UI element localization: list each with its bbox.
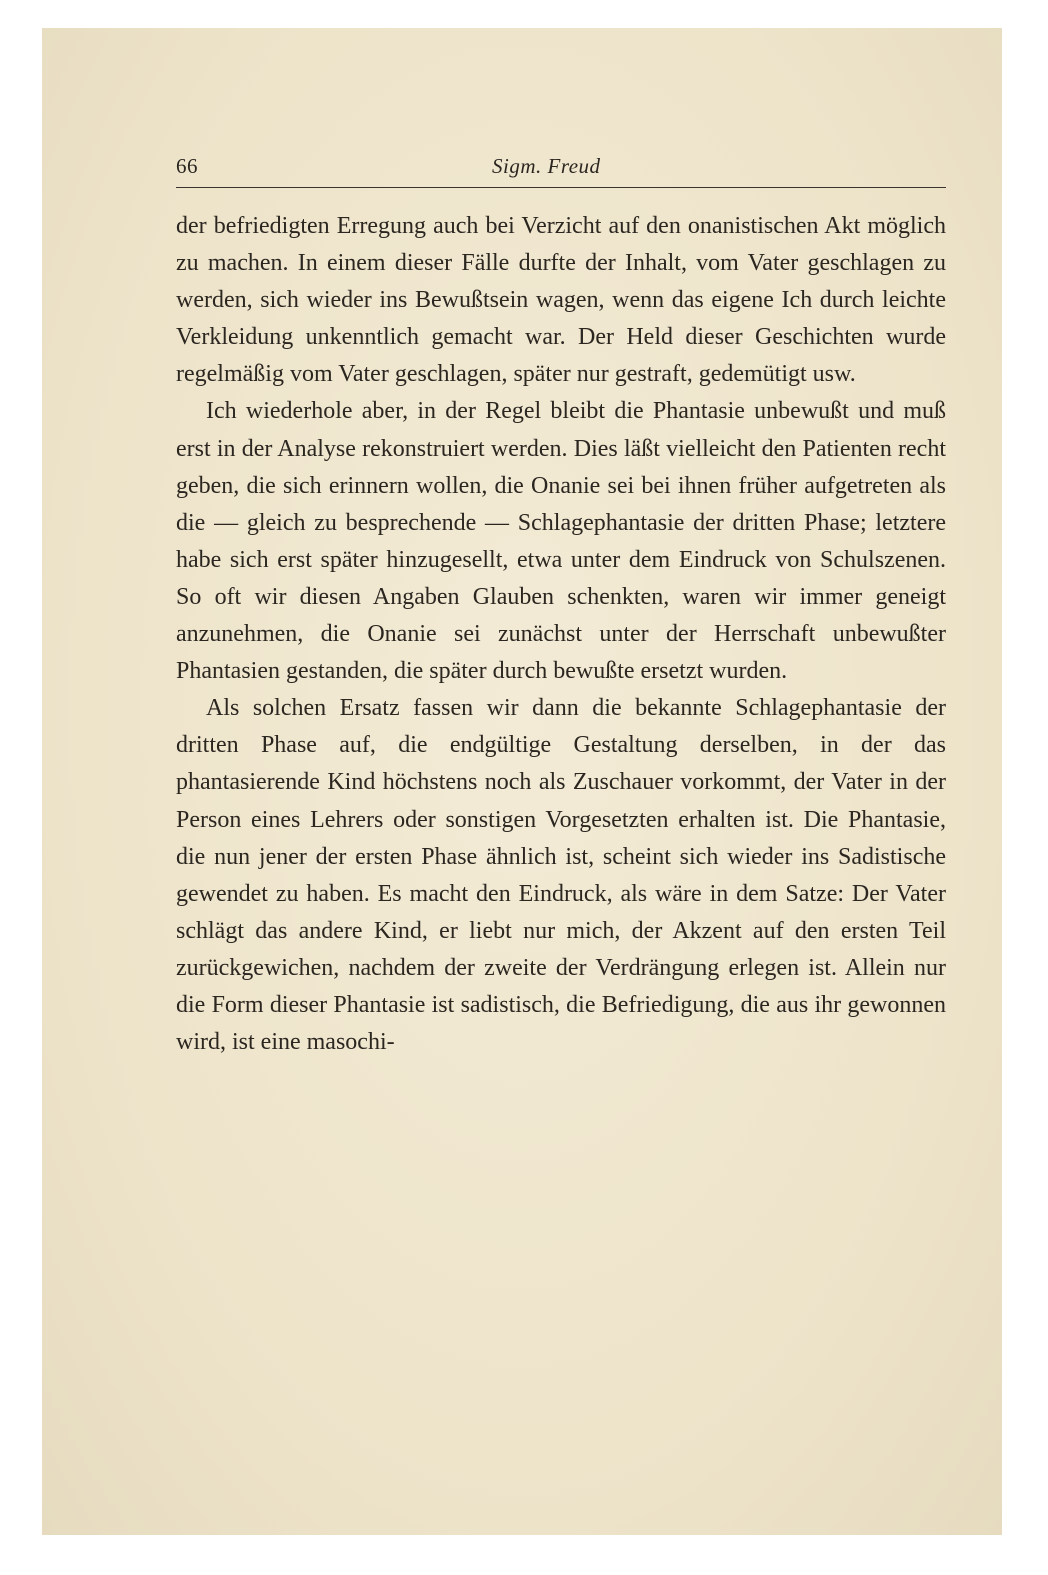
paragraph-2: Ich wiederhole aber, in der Regel bleibt die Phantasie unbewußt und muß erst in der Analyse rekonstruiert werden. Dies läßt vielleicht den Patienten recht geben, die sich erinnern wollen, die Onanie sei bei ihnen früher aufgetreten als die — gleich zu besprechende — Schlagephantasie der dritten Phase; letztere habe sich erst später hinzugesellt, etwa unter dem Eindruck von Schulszenen. So oft wir diesen Angaben Glauben schenkten, waren wir immer geneigt anzunehmen, die Onanie sei zunächst unter der Herrschaft unbewußter Phantasien gestanden, die später durch bewußte ersetzt wurden. [176,398,946,685]
body-text [176,208,946,1061]
page-header [176,154,946,186]
running-head: Sigm. Freud [492,154,601,178]
paragraph-3: Als solchen Ersatz fassen wir dann die bekannte Schlagephantasie der dritten Phase auf, die endgültige Gestaltung derselben, in der das phantasierende Kind höchstens noch als Zuschauer vorkommt, der Vater in der Person eines Lehrers oder sonstigen Vorgesetzten erhalten ist. Die Phantasie, die nun jener der ersten Phase ähnlich ist, scheint sich wieder ins Sadistische gewendet zu haben. Es macht den Eindruck, als wäre in dem Satze: Der Vater schlägt das andere Kind, er liebt nur mich, der Akzent auf den ersten Teil zurückgewichen, nachdem der zweite der Verdrängung erlegen ist. Allein nur die Form dieser Phantasie ist sadistisch, die Befriedigung, die aus ihr gewonnen wird, ist eine masochi- [176,695,946,1056]
page-number: 66 [176,154,198,178]
header-rule [176,187,946,188]
paragraph-1: der befriedigten Erregung auch bei Verzicht auf den onanistischen Akt möglich zu machen. In einem dieser Fälle durfte der Inhalt, vom Vater geschlagen zu werden, sich wieder ins Bewußtsein wagen, wenn das eigene Ich durch leichte Verkleidung unkenntlich gemacht war. Der Held dieser Geschichten wurde regelmäßig vom Vater geschlagen, später nur gestraft, gedemütigt usw. [176,213,946,388]
